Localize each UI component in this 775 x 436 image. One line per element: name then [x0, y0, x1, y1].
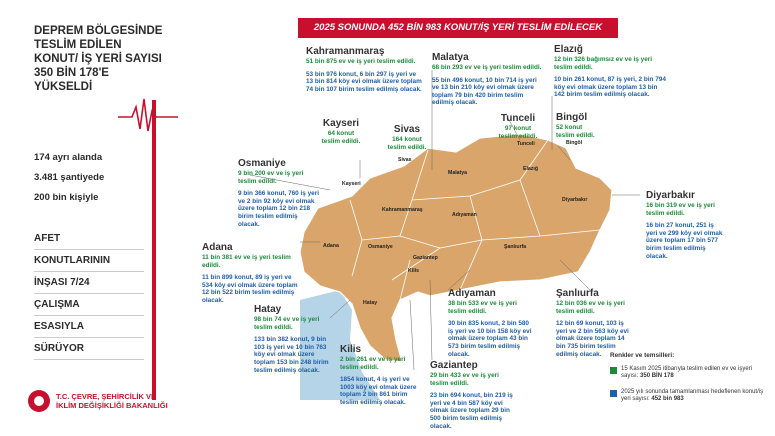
map-label-kayseri: Kayseri [342, 181, 361, 187]
legend-value: 452 bin 983 [651, 396, 684, 402]
ministry-name-line: İKLİM DEĞİŞİKLİĞİ BAKANLIĞI [56, 401, 168, 410]
delivered-text: 51 bin 875 ev ve iş yeri teslim edildi. [306, 58, 416, 65]
map-label-kahramanmaras: Kahramanmaraş [382, 207, 423, 213]
callout-title: Adıyaman [448, 288, 496, 299]
legend [610, 352, 770, 412]
delivered-text: 64 konut teslim edildi. [321, 130, 361, 145]
callout-title: Kilis [340, 344, 362, 355]
map-label-malatya: Malatya [448, 170, 468, 176]
callout-diyarbakir [646, 190, 724, 260]
delivered-text: 16 bin 319 ev ve iş yeri teslim edildi. [646, 202, 715, 217]
callout-kayseri [318, 118, 364, 145]
delivered-text: 52 konut teslim edildi. [556, 124, 595, 139]
map-label-elazig: Elazığ [523, 166, 538, 172]
legend-text [621, 366, 770, 381]
callout-title: Sivas [393, 124, 421, 135]
ministry-name-line: T.C. ÇEVRE, ŞEHİRCİLİK VE [56, 392, 157, 401]
planned-text: 55 bin 496 konut, 10 bin 714 iş yeri ve 13 bin 210 köy evi olmak üzere toplam 79 bin 420 birim teslim edilmiş olacak. [432, 76, 537, 107]
delivered-text: 2 bin 261 ev ve iş yeri teslim edildi. [340, 356, 406, 371]
map-label-adana: Adana [323, 243, 339, 249]
afet-line: ÇALIŞMA [34, 294, 144, 316]
callout-osmaniye [238, 158, 320, 228]
map-label-osmaniye: Osmaniye [368, 244, 393, 250]
callout-title: Osmaniye [238, 158, 286, 169]
afet-line: KONUTLARININ [34, 250, 144, 272]
callout-elazig [554, 44, 668, 99]
delivered-text: 9 bin 200 ev ve iş yeri teslim edildi. [238, 170, 304, 185]
map-label-adiyaman: Adıyaman [452, 212, 477, 218]
callout-title: Hatay [254, 304, 282, 315]
delivered-text: 97 konut teslim edildi. [498, 125, 538, 140]
map-label-sivas: Sivas [398, 157, 412, 163]
callout-title: Malatya [432, 52, 469, 63]
map-label-hatay: Hatay [363, 300, 378, 306]
planned-text: 23 bin 694 konut, bin 219 iş yeri ve 4 bin 587 köy evi olmak üzere toplam 29 bin 500 birim teslim edilmiş olacak. [430, 392, 513, 430]
callout-adiyaman [448, 288, 534, 358]
planned-text: 12 bin 69 konut, 103 iş yeri ve 2 bin 563 köy evi olmak üzere toplam 14 bin 735 birim teslim edilmiş olacak. [556, 320, 629, 358]
legend-label: 15 Kasım 2025 itibarıyla teslim edilen ev ve işyeri sayısı: [621, 365, 753, 379]
callout-title: Elazığ [554, 44, 583, 55]
map-label-bingol: Bingöl [566, 140, 583, 146]
stat-sites: 3.481 şantiyede [34, 172, 105, 183]
callout-kilis [340, 344, 418, 407]
callout-title: Adana [202, 242, 233, 253]
callout-title: Gaziantep [430, 360, 478, 371]
stat-areas: 174 ayrı alanda [34, 152, 103, 163]
planned-text: 10 bin 261 konut, 87 iş yeri, 2 bin 794 köy evi olmak üzere toplam 13 bin 142 birim teslim edilmiş olacak. [554, 76, 666, 99]
map-label-sanliurfa: Şanlıurfa [504, 244, 527, 250]
map-label-tunceli: Tunceli [517, 141, 535, 147]
green-swatch-icon [610, 367, 617, 374]
afet-line: AFET [34, 228, 144, 250]
blue-swatch-icon [610, 390, 617, 397]
banner: 2025 SONUNDA 452 BİN 983 KONUT/İŞ YERİ TESLİM EDİLECEK [298, 18, 618, 38]
map-label-diyarbakir: Diyarbakır [562, 197, 588, 203]
callout-gaziantep [430, 360, 516, 430]
legend-item-planned [610, 389, 770, 404]
legend-value: 350 BİN 178 [640, 373, 674, 379]
headline-line: YÜKSELDİ [34, 81, 93, 93]
legend-item-delivered [610, 366, 770, 381]
afet-line: ESASIYLA [34, 316, 144, 338]
planned-text: 9 bin 366 konut, 760 iş yeri ve 2 bin 92 köy evi olmak üzere toplam 12 bin 218 birim teslim edilmiş olacak. [238, 190, 319, 228]
callout-kahramanmaras [306, 46, 424, 93]
planned-text: 1854 konut, 4 iş yeri ve 1003 köy evi olmak üzere toplam 2 bin 861 birim teslim edilmiş olacak. [340, 376, 417, 406]
delivered-text: 12 bin 036 ev ve iş yeri teslim edildi. [556, 300, 625, 315]
callout-title: Şanlıurfa [556, 288, 599, 299]
delivered-text: 11 bin 381 ev ve iş yeri teslim edildi. [202, 254, 291, 269]
callout-tunceli [496, 113, 540, 140]
callout-malatya [432, 52, 544, 107]
planned-text: 16 bin 27 konut, 251 iş yeri ve 299 köy evi olmak üzere toplam 17 bin 577 birim teslim edilmiş olacak. [646, 222, 723, 260]
callout-sivas [383, 124, 431, 151]
delivered-text: 68 bin 293 ev ve iş yeri teslim edildi. [432, 64, 542, 71]
stat-people: 200 bin kişiyle [34, 192, 99, 203]
callout-bingol [556, 112, 600, 139]
planned-text: 30 bin 835 konut, 2 bin 580 iş yeri ve 10 bin 158 köy evi olmak üzere toplam 43 bin 573 birim teslim edilmiş olacak. [448, 320, 532, 358]
headline-line: DEPREM BÖLGESİNDE [34, 25, 163, 37]
callout-title: Tunceli [500, 113, 536, 124]
afet-line: SÜRÜYOR [34, 338, 144, 360]
afet-line: İNŞASI 7/24 [34, 272, 144, 294]
callout-title: Bingöl [556, 112, 588, 123]
callout-title: Diyarbakır [646, 190, 695, 201]
delivered-text: 29 bin 433 ev ve iş yeri teslim edildi. [430, 372, 499, 387]
callout-hatay [254, 304, 330, 374]
delivered-text: 164 konut teslim edildi. [387, 136, 427, 151]
headline-line: KONUT/ İŞ YERİ SAYISI [34, 53, 162, 65]
headline-line: 350 BİN 178'E [34, 67, 109, 79]
callout-title: Kahramanmaraş [306, 46, 385, 57]
callout-title: Kayseri [322, 118, 360, 129]
delivered-text: 38 bin 533 ev ve iş yeri teslim edildi. [448, 300, 517, 315]
legend-heading: Renkler ve temsilleri: [610, 352, 675, 359]
headline-line: TESLİM EDİLEN [34, 39, 122, 51]
planned-text: 53 bin 976 konut, 6 bin 297 iş yeri ve 13 bin 814 köy evi olmak üzere toplam 74 bin 107 birim teslim edilmiş olacak. [306, 70, 422, 93]
map-label-gaziantep: Gaziantep [413, 255, 438, 261]
legend-label: 2025 yılı sonunda tamamlanması hedeflenen konut/iş yeri sayısı: [621, 388, 764, 402]
map-label-kilis: Kilis [408, 268, 419, 274]
planned-text: 133 bin 382 konut, 9 bin 103 iş yeri ve 10 bin 763 köy evi olmak üzere toplam 153 bin 248 birim teslim edilmiş olacak. [254, 336, 329, 374]
legend-text [621, 389, 770, 404]
delivered-text: 12 bin 326 bağımsız ev ve iş yeri teslim edildi. [554, 56, 653, 71]
callout-sanliurfa [556, 288, 630, 358]
planned-text: 11 bin 899 konut, 89 iş yeri ve 534 köy evi olmak üzere toplam 12 bin 522 birim teslim edilmiş olacak. [202, 274, 298, 304]
delivered-text: 98 bin 74 ev ve iş yeri teslim edildi. [254, 316, 320, 331]
callout-adana [202, 242, 298, 305]
